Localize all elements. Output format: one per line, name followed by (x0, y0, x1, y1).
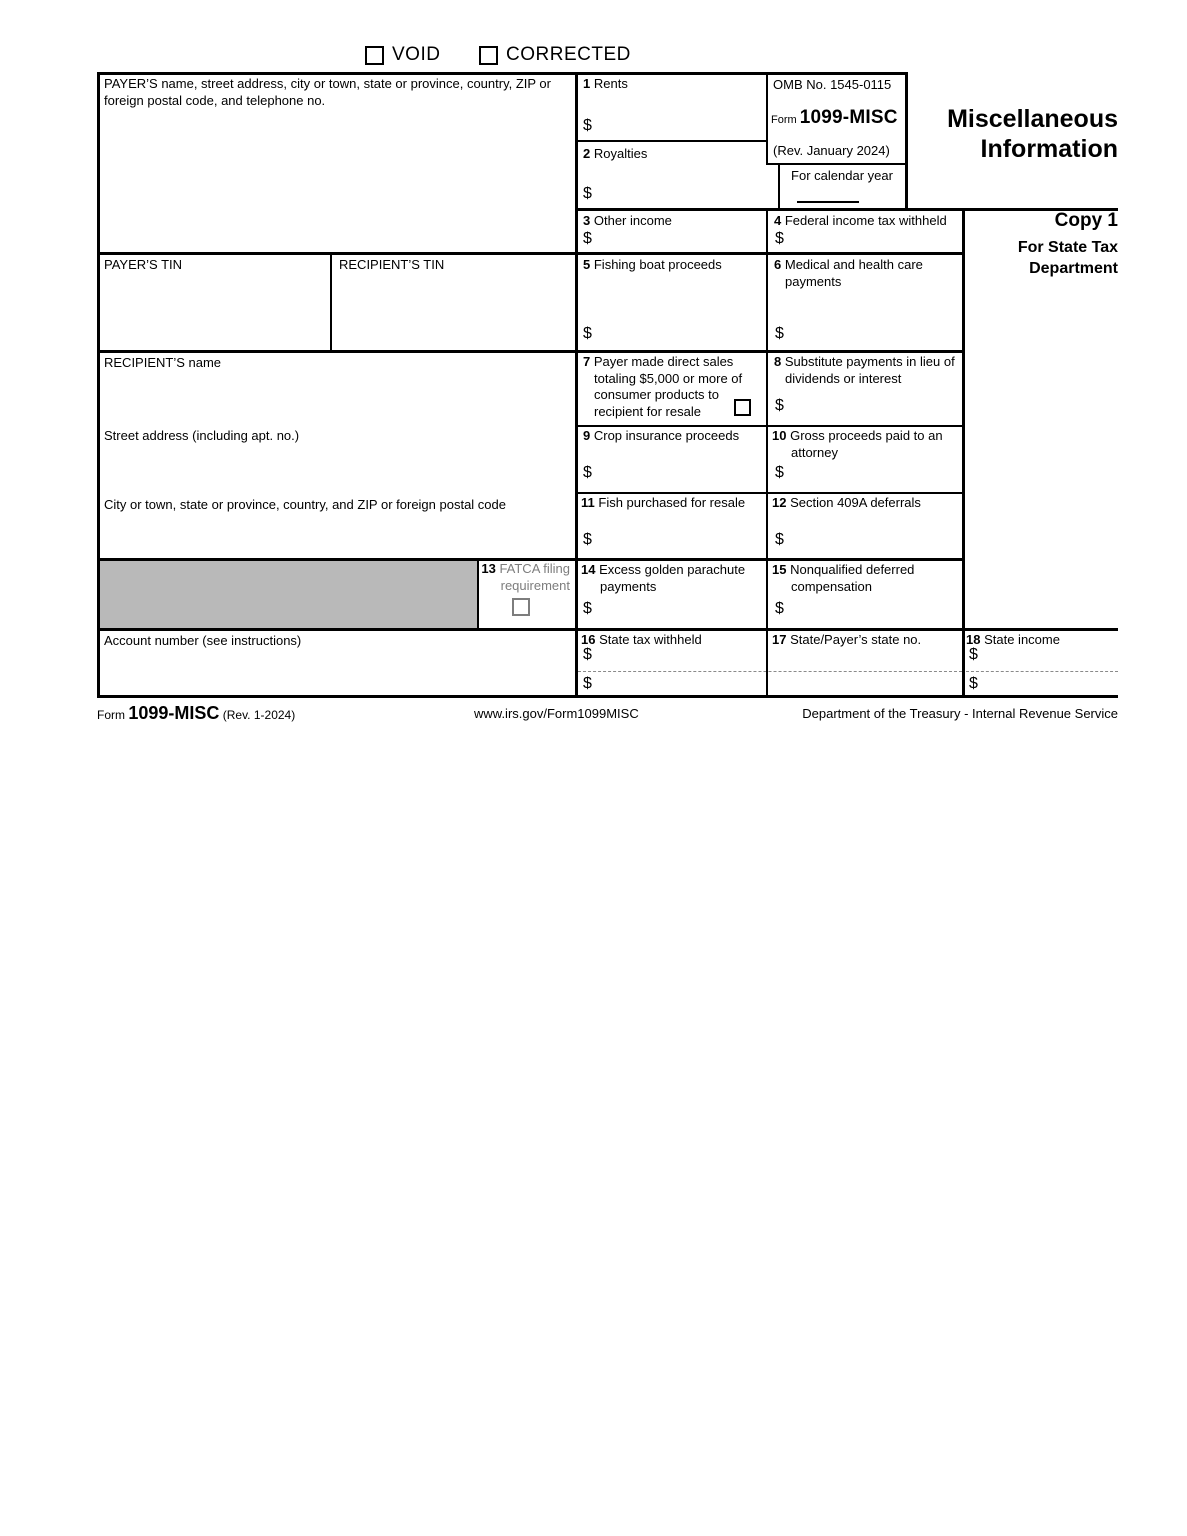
box-4-dollar: $ (775, 230, 784, 247)
payer-tin-label: PAYER’S TIN (104, 257, 183, 272)
grid-line-h (97, 72, 905, 75)
copy-recipient-label: For State Tax Department (1017, 239, 1118, 277)
street-address-field[interactable] (101, 447, 571, 491)
box-11-label: 11 Fish purchased for resale (581, 495, 746, 510)
footer-form-id: Form 1099-MISC (Rev. 1-2024) (97, 703, 296, 723)
footer-department: Department of the Treasury - Internal Revenue Service (802, 706, 1118, 721)
corrected-label: CORRECTED (506, 44, 631, 65)
box-16-dollar: $ (583, 646, 592, 663)
dashed-line (578, 671, 962, 672)
grid-line-v (766, 208, 768, 695)
grid-line-v (330, 252, 332, 350)
corrected-checkbox[interactable] (479, 46, 498, 65)
box-8-dollar: $ (775, 397, 784, 414)
dashed-line (966, 671, 1118, 672)
box-14-label: 14 Excess golden parachute payments (581, 562, 746, 594)
grid-line-v (575, 72, 578, 695)
box-7-label: 7 Payer made direct sales totaling $5,000 or more of consumer products to recipient for resale (583, 354, 743, 419)
box-9-label: 9 Crop insurance proceeds (583, 428, 740, 443)
box-16-dollar: $ (583, 675, 592, 692)
grid-line-h (575, 492, 962, 494)
box-2-dollar: $ (583, 185, 592, 202)
box-13-fatca-label: 13 FATCA filing requirement (481, 561, 570, 593)
box-5-dollar: $ (583, 325, 592, 342)
recipient-name-label: RECIPIENT’S name (104, 355, 222, 370)
grid-line-h (575, 140, 767, 142)
grid-line-v (97, 72, 100, 695)
void-checkbox[interactable] (365, 46, 384, 65)
box-18-label: 18 State income (966, 632, 1060, 647)
street-address-label: Street address (including apt. no.) (104, 428, 300, 443)
void-label: VOID (392, 44, 441, 65)
account-number-field[interactable] (101, 652, 571, 692)
box-2-label: 2 Royalties (583, 146, 648, 161)
account-number-label: Account number (see instructions) (104, 633, 302, 648)
box-18-dollar: $ (969, 646, 978, 663)
form-title: Miscellaneous Information (947, 105, 1118, 163)
calendar-year-label: For calendar year (791, 168, 893, 183)
recipient-tin-label: RECIPIENT’S TIN (339, 257, 445, 272)
footer-url: www.irs.gov/Form1099MISC (474, 706, 639, 721)
box-9-dollar: $ (583, 464, 592, 481)
city-label: City or town, state or province, country, and ZIP or foreign postal code (104, 497, 506, 512)
box-12-dollar: $ (775, 531, 784, 548)
box-4-label: 4 Federal income tax withheld (774, 213, 947, 228)
box-14-dollar: $ (583, 600, 592, 617)
box-6-label: 6 Medical and health care payments (774, 257, 923, 289)
direct-sales-checkbox[interactable] (734, 399, 751, 416)
grid-line-h (766, 163, 905, 165)
calendar-year-underline (797, 201, 859, 203)
grid-line-v (766, 72, 768, 163)
city-field[interactable] (101, 516, 571, 556)
payer-info-field[interactable] (101, 104, 571, 249)
box-10-dollar: $ (775, 464, 784, 481)
box-1-label: 1 Rents (583, 76, 628, 91)
shaded-cell (100, 561, 477, 628)
recipient-name-field[interactable] (101, 374, 571, 424)
box-17-label: 17 State/Payer’s state no. (772, 632, 922, 647)
box-18-dollar: $ (969, 675, 978, 692)
box-1-dollar: $ (583, 117, 592, 134)
payer-info-label: PAYER’S name, street address, city or town, state or province, country, ZIP or foreign postal code, and telephone no. (104, 76, 551, 108)
box-8-label: 8 Substitute payments in lieu of dividends or interest (774, 354, 955, 386)
box-12-label: 12 Section 409A deferrals (772, 495, 921, 510)
form-name: Form 1099-MISC (771, 107, 898, 128)
box-3-label: 3 Other income (583, 213, 672, 228)
copy-label: Copy 1 (1054, 210, 1118, 231)
box-15-label: 15 Nonqualified deferred compensation (772, 562, 915, 594)
box-5-label: 5 Fishing boat proceeds (583, 257, 722, 272)
box-11-dollar: $ (583, 531, 592, 548)
grid-line-h (97, 252, 962, 255)
grid-line-h (97, 695, 1118, 698)
box-15-dollar: $ (775, 600, 784, 617)
omb-number: OMB No. 1545-0115 (773, 77, 892, 92)
grid-line-h (575, 425, 962, 427)
box-6-dollar: $ (775, 325, 784, 342)
grid-line-h (97, 350, 962, 353)
box-3-dollar: $ (583, 230, 592, 247)
box-16-label: 16 State tax withheld (581, 632, 702, 647)
payer-tin-field[interactable] (101, 276, 327, 347)
recipient-tin-field[interactable] (334, 276, 572, 347)
fatca-checkbox[interactable] (512, 598, 530, 616)
box-10-label: 10 Gross proceeds paid to an attorney (772, 428, 943, 460)
form-revision: (Rev. January 2024) (773, 143, 890, 158)
